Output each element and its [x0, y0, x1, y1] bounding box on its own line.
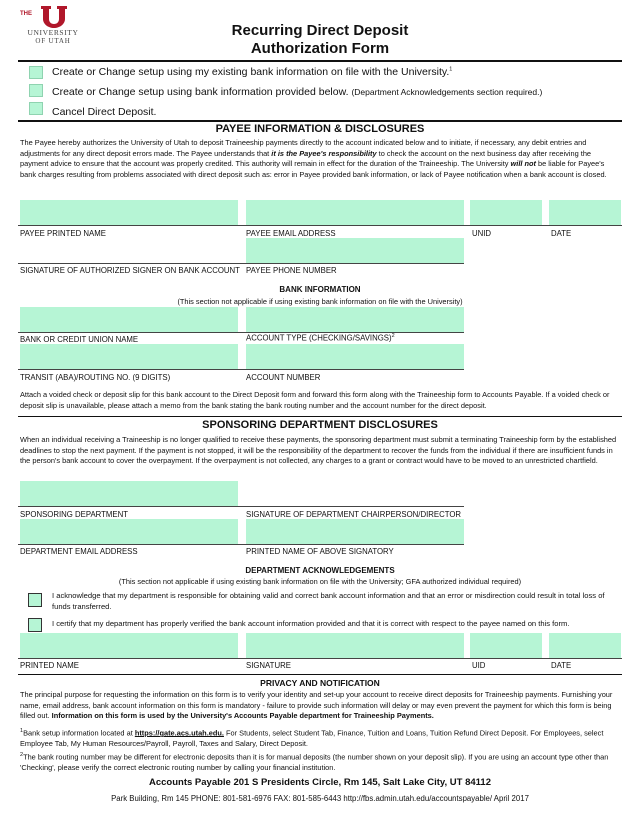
department-email-label: DEPARTMENT EMAIL ADDRESS [20, 547, 138, 556]
payee-phone-label: PAYEE PHONE NUMBER [246, 266, 337, 275]
acknowledgements-heading: DEPARTMENT ACKNOWLEDGEMENTS [245, 566, 395, 575]
ack-checkbox-responsibility[interactable] [28, 593, 42, 607]
signatory-name-label: PRINTED NAME OF ABOVE SIGNATORY [246, 547, 394, 556]
ack-date-input[interactable] [549, 633, 621, 658]
payee-unid-label: UNID [472, 229, 492, 238]
payee-printed-name-label: PAYEE PRINTED NAME [20, 229, 106, 238]
payee-phone-input[interactable] [246, 238, 464, 263]
bank-note: (This section not applicable if using existing bank information on file with the University) [177, 297, 463, 306]
account-number-input[interactable] [246, 344, 464, 369]
ack-checkbox-verified[interactable] [28, 618, 42, 632]
signatory-name-input[interactable] [246, 519, 464, 544]
privacy-text: The principal purpose for requesting the information on this form is to verify your identity and set-up your account to receive direct deposits for Traineeship payments. Furnishing your name, email address, bank account information on this form is mandatory - failure to provide such information will delay or may even prevent the payment for which this form is being filled out. Information on this form is used by the University's Accounts Payable department for Traineeship Payments. [20, 690, 613, 721]
university-logo [16, 6, 90, 50]
option-existing-bank-label: Create or Change setup using my existing bank information on file with the University.$^1$ [52, 66, 453, 78]
sponsoring-department-input[interactable] [20, 481, 238, 506]
field-underline [18, 658, 622, 659]
divider [18, 60, 622, 62]
footer-contact: Park Building, Rm 145 PHONE: 801-581-6976 FAX: 801-585-6443 http://fbs.admin.utah.edu/accountspayable/ April 2017 [111, 794, 529, 803]
payee-date-input[interactable] [549, 200, 621, 225]
ack-uid-input[interactable] [470, 633, 542, 658]
payee-email-label: PAYEE EMAIL ADDRESS [246, 229, 336, 238]
field-underline [18, 332, 464, 333]
field-underline [18, 506, 464, 507]
option-new-bank-label: Create or Change setup using bank information provided below. (Department Acknowledgements section required.) [52, 86, 543, 98]
sponsoring-heading: SPONSORING DEPARTMENT DISCLOSURES [202, 419, 438, 431]
sponsoring-disclosure-text: When an individual receiving a Traineeship is no longer qualified to receive these payments, the sponsoring department must submit a terminating Traineeship form by the established deadlines to stop the next payment. If the payment is not stopped, it will be the responsibility of the department to recover the funds from the individual if there are insufficient funds in the person's bank account to cover the overpayment. If the overpayment is not collected, any charges to a grant or contract would have to be moved to an unrestricted chartfield. [20, 435, 617, 466]
payee-disclosure-text: The Payee hereby authorizes the University of Utah to deposit Traineeship payments directly to the account indicated below and to initiate, if necessary, any debit entries and adjustments for any direct deposit errors made. The Payee understands that it is the Payee's responsibility to check the account on the next business day after receiving the payment advice to ensure that the account was properly credited. This authority will remain in effect for the duration of the Traineeship. The University will not be liable for Payee's bank charges resulting from problems associated with direct deposit such as: error in Payee provided bank information, or lack of Payee notification when a bank account is closed. [20, 138, 607, 179]
ack-date-label: DATE [551, 661, 572, 670]
logo-the: THE [20, 11, 32, 17]
account-type-label: ACCOUNT TYPE (CHECKING/SAVINGS)$^2$ [246, 333, 395, 343]
logo-of-utah: OF UTAH [35, 37, 71, 45]
ack-printed-name-input[interactable] [20, 633, 238, 658]
account-type-input[interactable] [246, 307, 464, 332]
ack-verified-text: I certify that my department has properly verified the bank account information provided and that it is correct with respect to the payee named on this form. [52, 619, 570, 628]
field-underline [18, 369, 464, 370]
footnote-2: $^2$The bank routing number may be different for electronic deposits than it is for manual deposits (the number shown on your deposit slip). If you are using an account type other than 'Checking', please verify the correct electronic routing number by calling your financial institution. [20, 752, 609, 773]
footnote-1: $^1$Bank setup information located at https://gate.acs.utah.edu. For Students, select Student Tab, Finance, Tuition and Loans, Tuition Refund Direct Deposit. For Employees, select Employee Tab, My Human Resources/Payroll, Payroll, Taxes and Salary, Direct Deposit. [20, 728, 604, 749]
ack-uid-label: UID [472, 661, 486, 670]
option-cancel-label: Cancel Direct Deposit. [52, 106, 157, 118]
payee-heading: PAYEE INFORMATION & DISCLOSURES [215, 123, 425, 135]
payee-date-label: DATE [551, 229, 572, 238]
ack-signature-input[interactable] [246, 633, 464, 658]
field-underline [18, 225, 622, 226]
bank-name-input[interactable] [20, 307, 238, 332]
divider [18, 120, 622, 122]
logo-university: UNIVERSITY [27, 28, 79, 37]
payee-unid-input[interactable] [470, 200, 542, 225]
field-underline [18, 263, 464, 264]
payee-signature-label: SIGNATURE OF AUTHORIZED SIGNER ON BANK ACCOUNT [20, 266, 240, 275]
block-u-icon [40, 6, 68, 28]
option-checkbox-existing-bank[interactable] [29, 66, 43, 79]
bank-heading: BANK INFORMATION [279, 285, 361, 294]
footer-address: Accounts Payable 201 S Presidents Circle, Rm 145, Salt Lake City, UT 84112 [149, 777, 491, 788]
ack-responsibility-text: I acknowledge that my department is responsible for obtaining valid and correct bank account information and that an error or misdirection could result in total loss of funds transferred. [52, 591, 605, 611]
voided-check-text: Attach a voided check or deposit slip for this bank account to the Direct Deposit form and forward this form along with the Traineeship form to Accounts Payable. If a voided check or deposit slip is unavailable, please attach a memo from the bank stating the bank routing number and the account number for the direct deposit. [20, 390, 610, 410]
form-title-line2: Authorization Form [250, 40, 390, 57]
routing-number-input[interactable] [20, 344, 238, 369]
divider [18, 674, 622, 675]
department-email-input[interactable] [20, 519, 238, 544]
option-checkbox-cancel[interactable] [29, 102, 43, 115]
form-title-line1: Recurring Direct Deposit [231, 22, 409, 39]
account-number-label: ACCOUNT NUMBER [246, 373, 321, 382]
payee-email-input[interactable] [246, 200, 464, 225]
routing-number-label: TRANSIT (ABA)/ROUTING NO. (9 DIGITS) [20, 373, 171, 382]
payee-printed-name-input[interactable] [20, 200, 238, 225]
divider [18, 416, 622, 417]
acknowledgements-note: (This section not applicable if using existing bank information on file with the University; GFA authorized individual required) [118, 577, 522, 586]
bank-name-label: BANK OR CREDIT UNION NAME [20, 335, 139, 344]
option-checkbox-new-bank[interactable] [29, 84, 43, 97]
ack-signature-label: SIGNATURE [246, 661, 291, 670]
ack-printed-name-label: PRINTED NAME [20, 661, 79, 670]
chair-signature-label: SIGNATURE OF DEPARTMENT CHAIRPERSON/DIRECTOR [246, 510, 462, 519]
sponsoring-department-label: SPONSORING DEPARTMENT [20, 510, 129, 519]
privacy-heading: PRIVACY AND NOTIFICATION [260, 678, 380, 688]
field-underline [18, 544, 464, 545]
